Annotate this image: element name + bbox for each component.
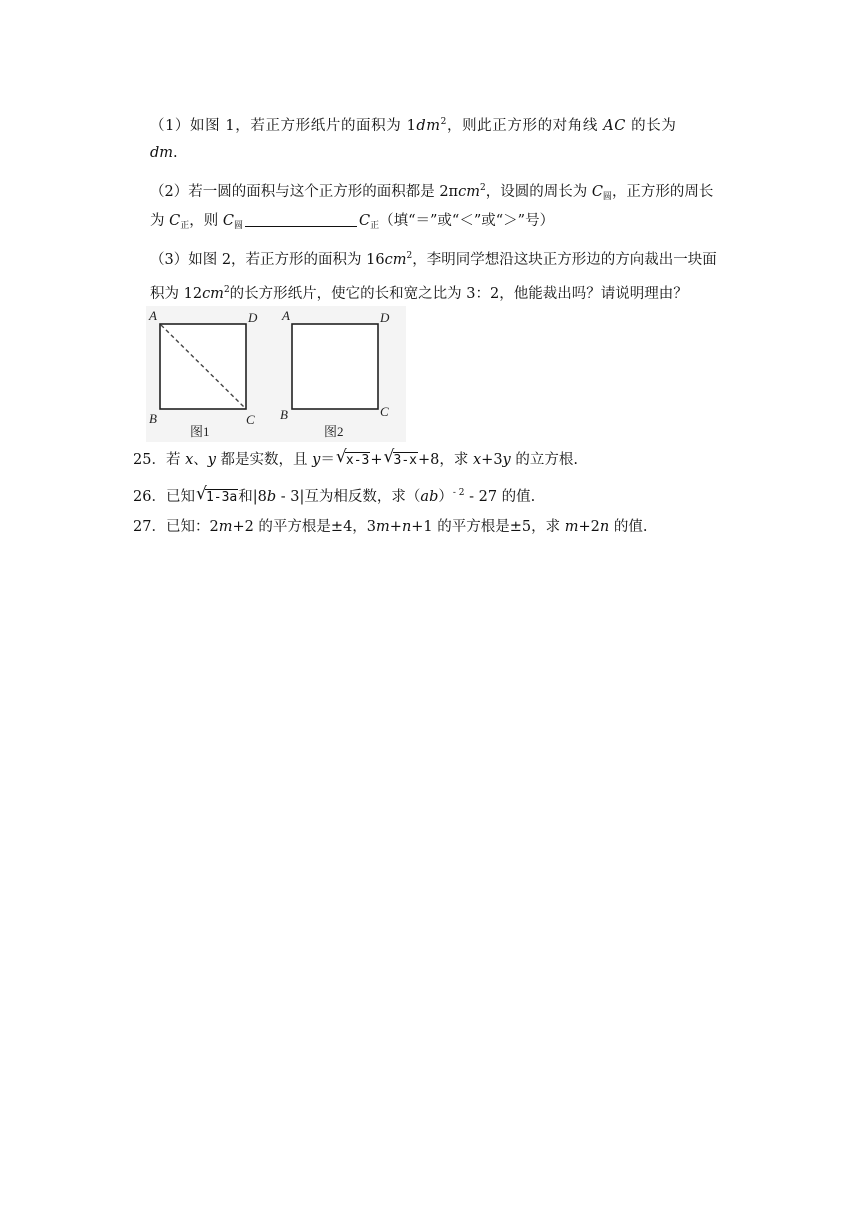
question-number: 25． <box>133 452 166 468</box>
radical-sign: √ <box>195 483 207 504</box>
radicand: 3-x <box>393 453 417 468</box>
part2-line2 <box>150 211 554 236</box>
text: 已知 <box>165 488 195 505</box>
text: 、 <box>193 452 208 468</box>
radicand: x-3 <box>345 453 370 468</box>
var-m: m <box>218 519 233 535</box>
subscript: 正 <box>370 221 380 231</box>
var-y: y <box>502 452 511 468</box>
unit-cm: cm <box>458 183 480 200</box>
square-2 <box>292 324 378 409</box>
text: ，则 <box>189 213 223 229</box>
label-b: B <box>280 407 288 422</box>
exponent: - 2 <box>452 488 465 498</box>
text: （1）如图 1，若正方形纸片的面积为 1 <box>150 117 417 134</box>
exponent: 2 <box>406 251 413 261</box>
text: （3）如图 2，若正方形的面积为 16 <box>150 251 385 268</box>
var-y: y <box>207 452 216 468</box>
text: （2）若一圆的面积与这个正方形的面积都是 2π <box>150 183 459 200</box>
text: 的长为 <box>625 117 677 134</box>
label-c: C <box>246 412 255 427</box>
answer-blank[interactable] <box>245 212 357 227</box>
text: 若 <box>165 452 186 468</box>
part2-line1 <box>150 178 713 207</box>
caption-fig1: 图1 <box>190 424 210 439</box>
figures <box>146 306 406 442</box>
text: 积为 12 <box>150 285 203 302</box>
text: ，李明同学想沿这块正方形边的方向裁出一块面 <box>412 251 717 268</box>
radical-2 <box>383 447 418 471</box>
text: . <box>173 145 178 161</box>
text: 和|8 <box>238 488 267 505</box>
label-c: C <box>380 404 389 419</box>
text: +8，求 <box>418 452 473 468</box>
text: 的值. <box>609 519 648 535</box>
question-27 <box>133 517 647 537</box>
label-a: A <box>282 308 290 323</box>
exponent: 2 <box>479 183 486 193</box>
caption-fig2: 图2 <box>324 424 344 439</box>
label-d: D <box>248 310 258 325</box>
var-m: m <box>564 519 579 535</box>
var-ab: ab <box>420 488 439 505</box>
text: ，则此正方形的对角线 <box>446 117 604 134</box>
var-c: C <box>358 213 371 229</box>
text: 为 <box>150 213 170 229</box>
text: - 3|互为相反数，求（ <box>276 488 421 505</box>
subscript: 圆 <box>233 221 243 231</box>
text: 的长方形纸片，使它的长和宽之比为 3：2，他能裁出吗？请说明理由？ <box>229 285 688 302</box>
text: +1 的平方根是±5，求 <box>411 519 565 535</box>
var-x: x <box>472 452 482 468</box>
part3-line1 <box>150 246 717 270</box>
var-c: C <box>222 213 234 229</box>
text: +2 <box>578 519 600 535</box>
text: ，设圆的周长为 <box>485 183 592 200</box>
var-n: n <box>599 519 610 535</box>
var-b: b <box>266 488 277 505</box>
unit-dm: dm <box>416 117 441 134</box>
text: +2 的平方根是±4，3 <box>232 519 377 535</box>
unit-cm: cm <box>202 285 224 302</box>
var-ac: AC <box>603 117 626 134</box>
var-y: y <box>312 452 321 468</box>
text: 的立方根. <box>510 452 578 468</box>
radical <box>195 483 238 508</box>
exponent: 2 <box>440 117 447 127</box>
part3-line2 <box>150 280 688 304</box>
label-d: D <box>380 310 390 325</box>
label-b: B <box>149 411 157 426</box>
subscript: 圆 <box>602 191 612 202</box>
figures-svg <box>146 306 406 442</box>
var-m: m <box>376 519 390 535</box>
radical-sign: √ <box>335 447 347 467</box>
question-number: 26． <box>133 488 166 505</box>
var-c: C <box>591 183 603 200</box>
text: （填“＝”或“＜”或“＞”号） <box>379 213 555 229</box>
exponent: 2 <box>223 285 230 295</box>
text: + <box>370 452 383 468</box>
unit-cm: cm <box>384 251 407 268</box>
question-number: 27． <box>133 519 166 535</box>
text: + <box>389 519 402 535</box>
text: ＝ <box>320 452 335 468</box>
text: 已知：2 <box>165 519 219 535</box>
unit-dm: dm <box>150 145 174 161</box>
radicand: 1-3a <box>205 489 238 505</box>
part1-line2 <box>150 143 178 163</box>
var-c: C <box>169 213 181 229</box>
text: +3 <box>481 452 503 468</box>
label-a: A <box>149 308 157 323</box>
question-26 <box>133 483 535 508</box>
text: ，正方形的周长 <box>611 183 714 200</box>
var-n: n <box>401 519 412 535</box>
var-x: x <box>185 452 194 468</box>
radical-sign: √ <box>383 447 395 467</box>
text: - 27 的值. <box>464 488 536 505</box>
text: 都是实数，且 <box>215 452 313 468</box>
part1-line1 <box>150 112 676 136</box>
radical-1 <box>335 447 370 471</box>
text: ） <box>438 488 453 505</box>
subscript: 正 <box>180 221 190 231</box>
question-25 <box>133 447 578 471</box>
